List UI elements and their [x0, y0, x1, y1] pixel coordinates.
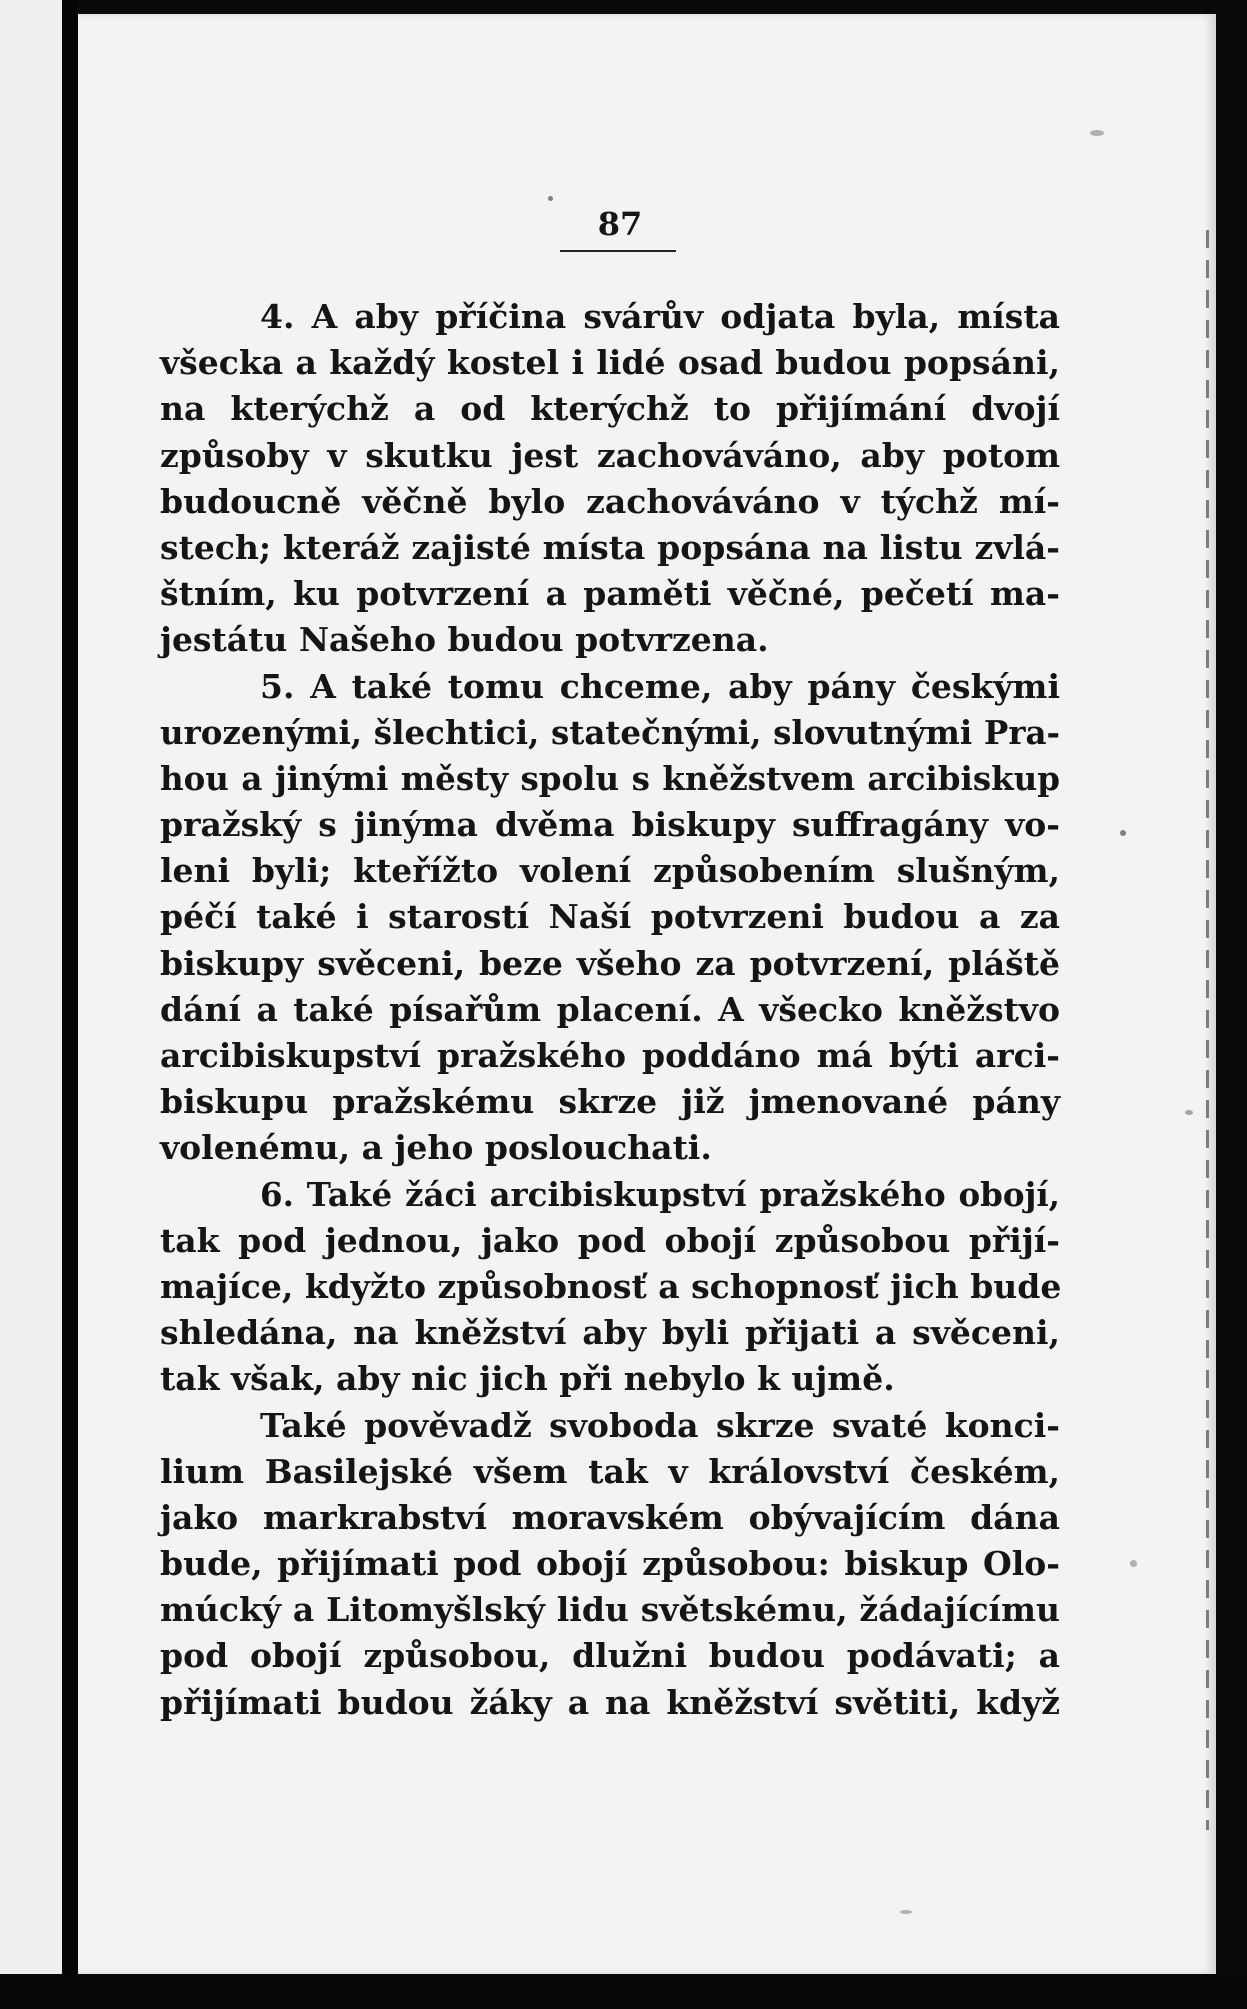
text-line: všecka a každý kostel i lidé osad budou popsáni,: [160, 343, 1060, 383]
text-line: stech; kteráž zajisté místa popsána na listu zvlá-: [160, 527, 1060, 567]
text-line: bude, přijímati pod obojí způsobou: biskup Olo-: [160, 1544, 1060, 1584]
scan-speck: [1130, 1560, 1137, 1567]
scan-bottom-border: [0, 1974, 1247, 2009]
scan-speck: [1090, 130, 1104, 136]
text-line: jestátu Našeho budou potvrzena.: [160, 620, 769, 660]
page-number-underline: [560, 250, 676, 252]
book-right-edge: [1216, 0, 1247, 2009]
text-line: biskupu pražskému skrze již jmenované pány: [160, 1082, 1060, 1122]
text-line: způsoby v skutku jest zachováváno, aby potom: [160, 435, 1060, 475]
text-line: arcibiskupství pražského poddáno má býti arci-: [160, 1036, 1060, 1075]
text-line: volenému, a jeho poslouchati.: [160, 1128, 712, 1168]
text-line: tak pod jednou, jako pod obojí způsobou přijí-: [160, 1220, 1060, 1260]
scan-speck: [548, 196, 553, 201]
text-line: budoucně věčně bylo zachováváno v týchž mí-: [160, 481, 1060, 521]
text-line: 5. A také tomu chceme, aby pány českými: [260, 666, 1060, 706]
text-line: dání a také písařům placení. A všecko kněžstvo: [160, 989, 1060, 1029]
scan-speck: [1120, 830, 1126, 836]
book-gutter: [62, 0, 78, 2009]
page-number: 87: [597, 205, 643, 243]
text-line: tak však, aby nic jich při nebylo k ujmě.: [160, 1359, 895, 1399]
text-line: leni byli; kteřížto volení způsobením slušným,: [160, 851, 1060, 891]
text-line: múcký a Litomyšlský lidu světskému, žádajícímu: [160, 1590, 1060, 1630]
text-line: přijímati budou žáky a na kněžství světiti, když: [160, 1682, 1060, 1722]
text-line: na kterýchž a od kterýchž to přijímání dvojí: [160, 389, 1060, 429]
text-line: Také pověvadž svoboda skrze svaté konci-: [260, 1405, 1060, 1445]
text-line: 6. Také žáci arcibiskupství pražského obojí,: [260, 1174, 1060, 1214]
text-line: majíce, kdyžto způsobnosť a schopnosť jich bude: [160, 1266, 1062, 1306]
text-line: pod obojí způsobou, dlužni budou podávati; a: [160, 1636, 1060, 1676]
text-line: štním, ku potvrzení a paměti věčné, pečetí ma-: [160, 574, 1060, 614]
text-line: 4. A aby příčina svárův odjata byla, místa: [260, 297, 1060, 336]
page-edge-shadow: [1206, 230, 1209, 1830]
scan-speck: [900, 1910, 912, 1914]
text-line: biskupy svěceni, beze všeho za potvrzení, pláště: [160, 943, 1060, 983]
text-line: lium Basilejské všem tak v království českém,: [160, 1451, 1060, 1491]
text-line: péčí také i starostí Naší potvrzeni budou a za: [160, 897, 1060, 937]
text-line: urozenými, šlechtici, statečnými, slovutnými Pra-: [160, 712, 1060, 752]
body-text: [160, 294, 1060, 1726]
text-line: hou a jinými městy spolu s kněžstvem arcibiskup: [160, 758, 1060, 798]
adjacent-page-edge: [0, 0, 62, 2009]
text-line: shledána, na kněžství aby byli přijati a svěceni,: [160, 1313, 1060, 1353]
text-line: jako markrabství moravském obývajícím dána: [160, 1497, 1060, 1537]
scan-speck: [1185, 1110, 1193, 1115]
text-line: pražský s jinýma dvěma biskupy suffragány vo-: [160, 805, 1060, 845]
